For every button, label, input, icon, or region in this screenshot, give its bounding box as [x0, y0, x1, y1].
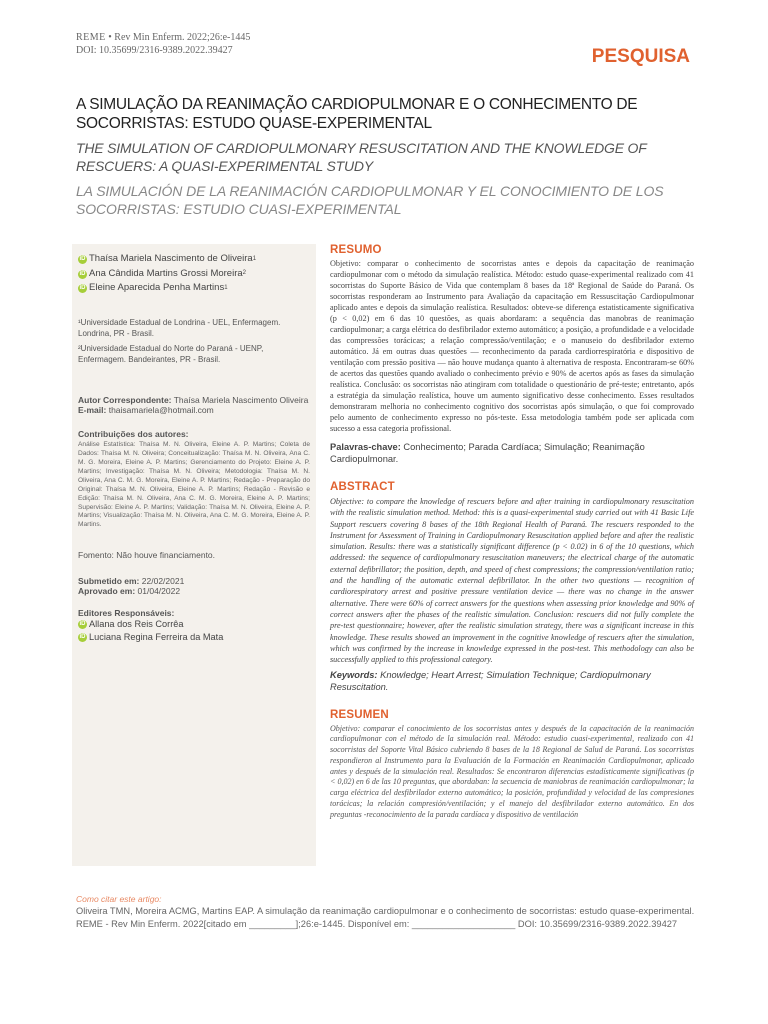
affiliation-item: ¹Universidade Estadual de Londrina - UEL, Enfermagem. Londrina, PR - Brasil. [78, 318, 281, 338]
title-english: THE SIMULATION OF CARDIOPULMONARY RESUSCITATION AND THE KNOWLEDGE OF RESCUERS: A QUASI-EXPERIMENTAL STUDY [76, 140, 647, 175]
abstract-heading: ABSTRACT [330, 480, 395, 493]
author-sidebar [72, 244, 316, 866]
resumo-keywords [330, 441, 694, 465]
citation-line-2: REME - Rev Min Enferm. 2022[citado em _________];26:e-1445. Disponível em: ____________________ DOI: 10.35699/2316-9389.2022.39427 [76, 919, 678, 930]
author-affil-sup: 2 [242, 270, 246, 277]
abstracts-column [330, 244, 694, 820]
keywords-label: Palavras-chave: [330, 441, 401, 452]
submitted-label: Submetido em: [78, 576, 140, 587]
funding: Fomento: Não houve financiamento. [78, 550, 216, 561]
editor-name: Luciana Regina Ferreira da Mata [89, 632, 224, 643]
citation-heading: Como citar este artigo: [76, 894, 162, 904]
title-portuguese: A SIMULAÇÃO DA REANIMAÇÃO CARDIOPULMONAR E O CONHECIMENTO DE SOCORRISTAS: ESTUDO QUASE-EXPERIMENTAL [76, 96, 638, 132]
keywords-text: Knowledge; Heart Arrest; Simulation Technique; Cardiopulmonary Resuscitation. [330, 669, 651, 692]
abstract-text: Objective: to compare the knowledge of rescuers before and after training in cardiopulmonary resuscitation with the realistic simulation method. Method: this is a quasi-experimental study carried out with 41 Basic Life Support rescuers covering 8 bases of the 18th Regional Health of Paraná. The rescuers responded to the Instrument for Assessment of Training in Cardiopulmonary Resuscitation applied before and after the realistic simulation. Results: there was a statistically significant difference (p < 0.02) in 6 of the 10 questions, which addressed: the sequence of cardiopulmonary resuscitation maneuvers; the electrical charge of the automatic external defibrillator; the position, depth, and speed of chest compressions; the compression/ventilation ratio; and the handling of the automatic external defibrillator. In the other two questions — recognition of cardiorespiratory arrest and positive pressure ventilation device — there was no change in the answer alternative. There were 60% of correct answers for the questions when assessing prior knowledge and 90% of correct answers after the phases of the realistic simulation. Conclusion: rescuers did not fully complete the pre-test questionnaire; however, after the realistic simulation strategy, there was a significant increase in this knowledge. These results showed an improvement in the cognitive knowledge of rescuers after the simulation, which was confirmed by the increase in knowledge expressed in the post-test. This methodology can also be successfully applied to this professional category. [330, 496, 694, 665]
author-entry[interactable] [78, 252, 310, 267]
author-name: Eleine Aparecida Penha Martins [89, 282, 225, 294]
journal-name: REME [76, 32, 106, 43]
abstract-keywords [330, 669, 694, 693]
journal-header [76, 32, 250, 57]
email-link[interactable]: thaisamariela@hotmail.com [108, 405, 214, 416]
citation-line-1: Oliveira TMN, Moreira ACMG, Martins EAP. A simulação da reanimação cardiopulmonar e o conhecimento de socorristas: estudo quase-experimental. [76, 906, 695, 917]
resumen-text: Objetivo: comparar el conocimiento de los socorristas antes y después de la capacitación de la reanimación cardiopulmonar con el método de la simulación real. Método: estudio cuasi-experimental, realizado con 41 socorristas del Soporte Vital Básico cubriendo 8 bases de la 18 Regional de Salud de Paraná. Los socorristas respondieron al Instrumento para la Evaluación de la Formación en Reanimación Cardiopulmonar, aplicado antes y después de la simulación real. Resultados: Se encontraron diferencias estadísticamente significativas (p < 0,02) en 6 de las 10 preguntas, que abordaban: la secuencia de maniobras de reanimación cardiopulmonar; la carga eléctrica del desfibrilador externo automático; la posición, profundidad y velocidad de las compresiones torácicas; la relación compresión/ventilación; y el manejo del desfibrilador externo automático. En dos preguntas -reconocimiento de la parada cardíaca y dispositivo de ventilación [330, 723, 694, 819]
orcid-icon[interactable]: iD [79, 634, 86, 641]
resumo-text: Objetivo: comparar o conhecimento de socorristas antes e depois da capacitação de reanimação cardiopulmonar com o método da simulação realística. Método: estudo quase-experimental realizado com 41 socorristas do Suporte Básico de Vida que contemplam 8 bases da 18ª Regional de Saúde do Paraná. Os socorristas responderam ao Instrumento para Avaliação da capacitação em Ressuscitação Cardiopulmonar aplicado antes e depois da simulação realística. Resultados: obteve-se diferença estatisticamente significativa (p < 0,02) em 6 das 10 questões, as quais abordaram: a sequência das manobras de reanimação cardiopulmonar; a carga elétrica do desfibrilador externo automático; a posição, a profundidade e a velocidade das compressões torácicas; a relação compressão/ventilação; e o manuseio do desfibrilador externo automático. Já em outras duas questões — reconhecimento da parada cardiorrespiratória e dispositivo de ventilação com pressão positiva — não houve mudança quanto à alternativa de resposta. Encontraram-se 60% de acertos das questões quando avaliado o conhecimento prévio e 90% de acertos após as fases da simulação realística. Conclusão: os socorristas não atingiram com totalidade o questionário de pré-teste; entretanto, após a estratégia da simulação realística, houve um aumento significativo desse conhecimento. Esses resultados demonstraram melhoria no conhecimento cognitivo dos socorristas após simulação, o que foi comprovado pelo aumento de conhecimento expresso no pós-teste. Essa metodologia também pode ser aplicada com sucesso a essa categoria profissional. [330, 259, 694, 433]
resumo-heading: RESUMO [330, 244, 382, 256]
citation-block [76, 894, 696, 931]
resumen-heading: RESUMEN [330, 708, 389, 721]
orcid-icon[interactable]: iD [79, 255, 86, 262]
editor-entry[interactable] [78, 631, 310, 644]
section-label: PESQUISA [591, 46, 690, 67]
correspondence-name: Thaísa Mariela Nascimento Oliveira [173, 395, 309, 406]
contributions-label: Contribuições dos autores: [78, 429, 189, 440]
journal-doi: DOI: 10.35699/2316-9389.2022.39427 [76, 44, 233, 56]
journal-issue: Rev Min Enferm. 2022;26:e-1445 [114, 32, 251, 43]
approved-date: 01/04/2022 [137, 586, 181, 597]
author-name: Thaísa Mariela Nascimento de Oliveira [89, 253, 253, 264]
editor-entry[interactable] [78, 618, 310, 631]
orcid-icon[interactable]: iD [79, 285, 86, 292]
contributions-text: Análise Estatística: Thaísa M. N. Oliveira, Eleine A. P. Martins; Coleta de Dados: Thaísa M. N. Oliveira; Conceitualização: Thaísa M. N. Oliveira, Ana C. M. G. Moreira, Eleine A. P. Martins; Gerenciamento do Projeto: Eleine A. P. Martins; Investigação: Thaísa M. N. Oliveira; Metodologia: Thaísa M. N. Oliveira, Ana C. M. G. Moreira, Eleine A. P. Martins; Redação - Preparação do Original: Thaísa M. N. Oliveira, Eleine A. P. Martins; Redação - Revisão e Edição: Thaísa M. N. Oliveira, Ana C. M. G. Moreira, Eleine A. P. Martins; Supervisão: Eleine A. P. Martins; Validação: Thaísa M. N. Oliveira, Eleine A. P. Martins; Visualização: Thaísa M. N. Oliveira, Ana C. M. G. Moreira, Eleine A. P. Martins. [78, 441, 310, 529]
affiliation-item: ²Universidade Estadual do Norte do Paraná - UENP, Enfermagem. Bandeirantes, PR - Brasil. [78, 343, 264, 364]
approved-label: Aprovado em: [78, 586, 136, 597]
author-affil-sup: 1 [224, 285, 228, 292]
orcid-icon[interactable]: iD [79, 270, 86, 277]
editors [78, 608, 310, 644]
email-label: E-mail: [78, 405, 107, 416]
correspondence-label: Autor Correspondente: [78, 395, 172, 406]
keywords-label: Keywords: [330, 669, 378, 680]
affiliations [78, 318, 310, 365]
orcid-icon[interactable]: iD [79, 621, 86, 628]
author-entry[interactable] [78, 281, 310, 296]
contributions [78, 429, 310, 530]
correspondence [78, 395, 310, 415]
editor-name: Allana dos Reis Corrêa [89, 619, 184, 630]
header-bullet: • [108, 32, 112, 43]
editors-label: Editores Responsáveis: [78, 608, 175, 619]
author-name: Ana Cândida Martins Grossi Moreira [89, 267, 243, 279]
journal-issue-line [76, 32, 250, 45]
keywords-text: Conhecimento; Parada Cardíaca; Simulação; Reanimação Cardiopulmonar. [330, 441, 645, 464]
titles [76, 96, 696, 218]
submitted-date: 22/02/2021 [141, 576, 185, 587]
dates [78, 576, 310, 596]
author-entry[interactable] [78, 267, 310, 282]
title-spanish: LA SIMULACIÓN DE LA REANIMACIÓN CARDIOPULMONAR Y EL CONOCIMIENTO DE LOS SOCORRISTAS: ESTUDIO CUASI-EXPERIMENTAL [76, 182, 664, 217]
author-affil-sup: 1 [252, 255, 257, 262]
